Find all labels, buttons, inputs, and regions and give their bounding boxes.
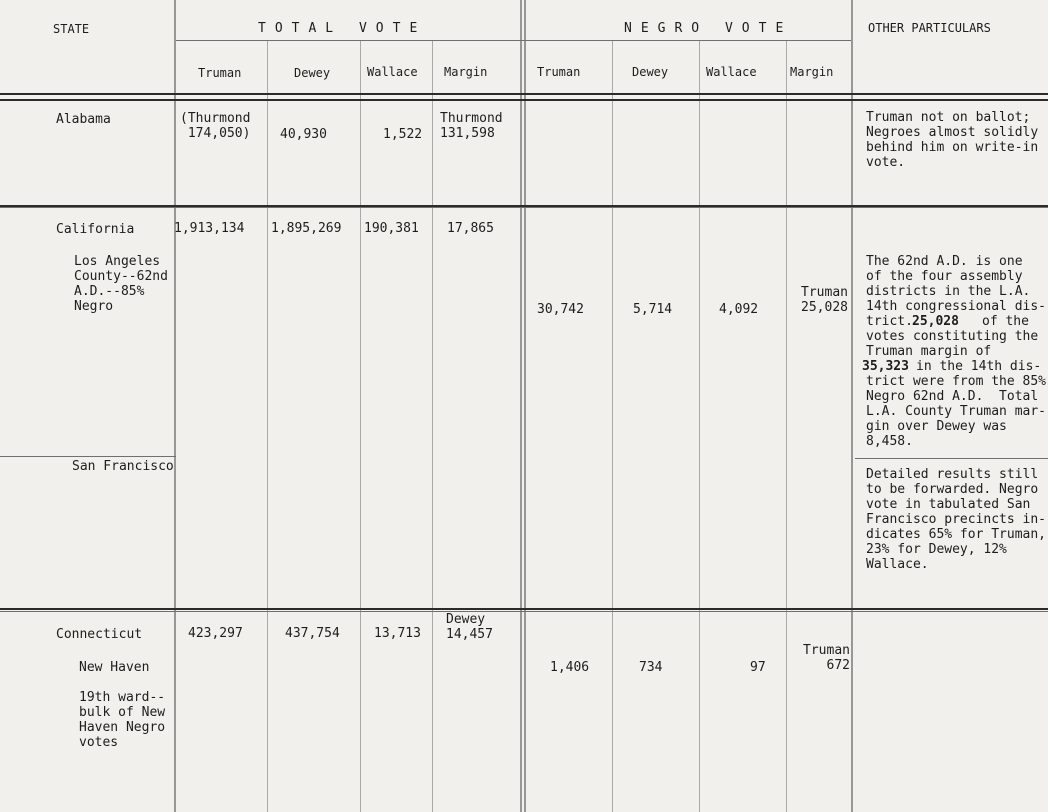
la-negro-truman: 30,742 [537,302,584,317]
nh-negro-margin: Truman 672 [803,643,850,673]
col-header-negro-margin: Margin [790,65,834,79]
state-header: STATE [53,22,90,36]
column-rule [267,40,268,812]
alabama-margin: Thurmond 131,598 [440,111,503,141]
la-note-bold-1: 25,028 [912,314,959,329]
alabama-truman: (Thurmond 174,050) [180,111,251,141]
col-header-dewey: Dewey [294,66,331,80]
san-francisco-label: San Francisco [72,459,174,474]
california-dewey: 1,895,269 [271,221,342,236]
column-rule [524,0,526,812]
column-rule [699,40,700,812]
column-rule [786,40,787,812]
column-rule [612,40,613,812]
la-note-part-4: in the 14th dis- [916,359,1042,374]
negro-vote-header: NEGRO VOTE [624,21,793,36]
state-label-california: California [56,222,135,237]
la-negro-margin: Truman 25,028 [801,285,848,315]
column-rule [174,0,176,812]
connecticut-margin: Dewey 14,457 [446,612,493,642]
san-francisco-note: Detailed results still to be forwarded. Negro vote in tabulated San Francisco precincts in- dicates 65% for Truman, 23% for Dewey, 12% Wallace. [866,467,1047,572]
california-margin: 17,865 [447,221,494,236]
new-haven-label: New Haven [79,660,150,675]
connecticut-truman: 423,297 [188,626,243,641]
col-header-truman: Truman [198,66,242,80]
connecticut-wallace: 13,713 [374,626,421,641]
total-vote-header: TOTAL VOTE [258,21,427,36]
row-rule [0,207,1048,208]
col-header-wallace: Wallace [367,65,418,79]
column-rule [432,40,433,812]
alabama-note: Truman not on ballot; Negroes almost solidly behind him on write-in vote. [866,110,1039,170]
la-negro-dewey: 5,714 [633,302,673,317]
row-rule [0,608,1048,610]
row-rule [0,611,1048,612]
la-note-part-2: of the [982,314,1029,329]
col-header-negro-dewey: Dewey [632,65,669,79]
column-rule [360,40,361,812]
los-angeles-label: Los Angeles County--62nd A.D.--85% Negro [74,254,168,314]
column-rule [851,0,853,812]
alabama-dewey: 40,930 [280,127,327,142]
state-label-alabama: Alabama [56,112,111,127]
header-rule [176,40,851,41]
col-header-margin: Margin [444,65,488,79]
header-rule [0,93,1048,95]
la-note-part-5: trict were from the 85% Negro 62nd A.D. Total L.A. County Truman mar- gin over Dewey was 8,458. [866,374,1047,449]
nineteenth-ward-label: 19th ward-- bulk of New Haven Negro votes [79,690,166,750]
row-rule [0,456,176,457]
state-label-connecticut: Connecticut [56,627,143,642]
alabama-wallace: 1,522 [383,127,423,142]
la-note-part-3: votes constituting the Truman margin of [866,329,1039,359]
other-particulars-header: OTHER PARTICULARS [868,21,991,35]
col-header-negro-wallace: Wallace [706,65,757,79]
nh-negro-truman: 1,406 [550,660,590,675]
col-header-negro-truman: Truman [537,65,581,79]
nh-negro-wallace: 97 [750,660,766,675]
california-wallace: 190,381 [364,221,419,236]
la-negro-wallace: 4,092 [719,302,759,317]
header-rule [0,99,1048,101]
la-note-part-1: The 62nd A.D. is one of the four assembly districts in the L.A. 14th congressional dis- trict. [866,254,1047,329]
row-rule [855,458,1048,459]
la-note-bold-2: 35,323 [862,359,909,374]
california-truman: 1,913,134 [174,221,245,236]
column-rule [520,0,522,812]
connecticut-dewey: 437,754 [285,626,340,641]
nh-negro-dewey: 734 [639,660,663,675]
